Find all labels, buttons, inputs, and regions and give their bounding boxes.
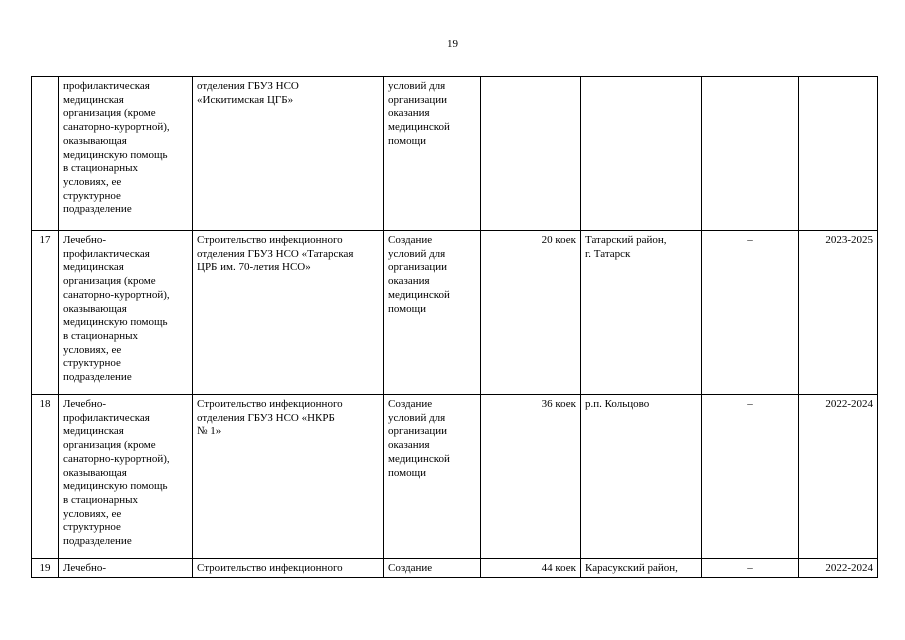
table-row — [32, 77, 878, 231]
cell-text-line: помощи — [388, 466, 426, 479]
cell-text-line: организации — [388, 93, 448, 106]
cell-text-line: профилактическая — [63, 247, 150, 260]
facility-name-cell — [193, 559, 384, 578]
cell-text-line: в стационарных — [63, 329, 138, 342]
purpose-cell — [384, 77, 481, 231]
cell-text-line: Создание — [388, 234, 433, 246]
facility-name-cell — [193, 77, 384, 231]
cell-text-line: медицинскую помощь — [63, 480, 168, 493]
facility-name-cell — [193, 231, 384, 395]
row-number-cell: 19 — [32, 559, 59, 578]
capacity-cell: 36 коек — [481, 395, 581, 559]
cell-text-line: оказывающая — [63, 466, 127, 479]
extra-value-cell: – — [702, 559, 799, 578]
location-cell — [581, 395, 702, 559]
facility-name-cell — [193, 395, 384, 559]
cell-text-line: условий для — [388, 80, 446, 92]
purpose-cell — [384, 231, 481, 395]
cell-text-line: медицинской — [388, 452, 450, 465]
organization-type-cell — [59, 395, 193, 559]
cell-text-line: Строительство инфекционного — [197, 398, 343, 410]
cell-text-line: подразделение — [63, 535, 132, 548]
cell-text-line: организация (кроме — [63, 439, 156, 452]
purpose-cell — [384, 559, 481, 578]
period-cell: 2022-2024 — [799, 559, 878, 578]
purpose-cell — [384, 395, 481, 559]
cell-text-line: оказывающая — [63, 134, 127, 147]
capacity-cell: 20 коек — [481, 231, 581, 395]
row-number-cell: 17 — [32, 231, 59, 395]
cell-text-line: оказания — [388, 439, 430, 452]
cell-text-line: оказывающая — [63, 302, 127, 315]
organization-type-cell — [59, 231, 193, 395]
period-cell — [799, 77, 878, 231]
cell-text-line: в стационарных — [63, 162, 138, 175]
table-row — [32, 559, 878, 578]
cell-text-line: организации — [388, 425, 448, 438]
row-number-cell — [32, 77, 59, 231]
cell-text-line: медицинской — [388, 288, 450, 301]
cell-text-line: отделения ГБУЗ НСО — [197, 80, 299, 92]
organization-type-cell — [59, 77, 193, 231]
cell-text-line: условий для — [388, 411, 446, 424]
cell-text-line: медицинская — [63, 425, 124, 438]
cell-text-line: структурное — [63, 189, 121, 202]
table-row — [32, 231, 878, 395]
cell-text-line: профилактическая — [63, 80, 150, 92]
cell-text-line: Создание — [388, 398, 433, 410]
cell-text-line: условиях, ее — [63, 507, 122, 520]
cell-text-line: Карасукский район, — [585, 562, 678, 574]
table-body — [32, 77, 878, 578]
location-cell — [581, 231, 702, 395]
extra-value-cell: – — [702, 395, 799, 559]
extra-value-cell: – — [702, 231, 799, 395]
cell-text-line: условиях, ее — [63, 343, 122, 356]
capacity-cell — [481, 77, 581, 231]
cell-text-line: структурное — [63, 357, 121, 370]
cell-text-line: р.п. Кольцово — [585, 398, 650, 410]
cell-text-line: условий для — [388, 247, 446, 260]
cell-text-line: Создание — [388, 562, 433, 574]
cell-text-line: № 1» — [197, 425, 222, 438]
cell-text-line: организации — [388, 261, 448, 274]
cell-text-line: ЦРБ им. 70-летия НСО» — [197, 261, 311, 274]
row-number-cell: 18 — [32, 395, 59, 559]
cell-text-line: Лечебно- — [63, 234, 107, 246]
capacity-cell: 44 коек — [481, 559, 581, 578]
cell-text-line: организация (кроме — [63, 275, 156, 288]
cell-text-line: медицинская — [63, 93, 124, 106]
cell-text-line: отделения ГБУЗ НСО «Татарская — [197, 247, 354, 260]
period-cell: 2022-2024 — [799, 395, 878, 559]
cell-text-line: санаторно-курортной), — [63, 121, 170, 134]
cell-text-line: условиях, ее — [63, 175, 122, 188]
cell-text-line: оказания — [388, 275, 430, 288]
organization-type-cell — [59, 559, 193, 578]
cell-text-line: отделения ГБУЗ НСО «НКРБ — [197, 411, 335, 424]
cell-text-line: организация (кроме — [63, 107, 156, 120]
cell-text-line: в стационарных — [63, 493, 138, 506]
facilities-table — [31, 76, 878, 578]
cell-text-line: помощи — [388, 134, 426, 147]
cell-text-line: Строительство инфекционного — [197, 234, 343, 246]
cell-text-line: оказания — [388, 107, 430, 120]
location-cell — [581, 559, 702, 578]
cell-text-line: медицинскую помощь — [63, 316, 168, 329]
cell-text-line: подразделение — [63, 371, 132, 384]
location-cell — [581, 77, 702, 231]
cell-text-line: Лечебно- — [63, 562, 107, 574]
cell-text-line: медицинскую помощь — [63, 148, 168, 161]
cell-text-line: медицинской — [388, 121, 450, 134]
cell-text-line: санаторно-курортной), — [63, 288, 170, 301]
cell-text-line: структурное — [63, 521, 121, 534]
cell-text-line: «Искитимская ЦГБ» — [197, 93, 294, 106]
page-number: 19 — [447, 38, 458, 50]
cell-text-line: подразделение — [63, 203, 132, 216]
cell-text-line: г. Татарск — [585, 247, 631, 260]
cell-text-line: Лечебно- — [63, 398, 107, 410]
cell-text-line: санаторно-курортной), — [63, 452, 170, 465]
period-cell: 2023-2025 — [799, 231, 878, 395]
table-row — [32, 395, 878, 559]
cell-text-line: Татарский район, — [585, 234, 667, 246]
cell-text-line: медицинская — [63, 261, 124, 274]
extra-value-cell — [702, 77, 799, 231]
cell-text-line: Строительство инфекционного — [197, 562, 343, 574]
cell-text-line: помощи — [388, 302, 426, 315]
cell-text-line: профилактическая — [63, 411, 150, 424]
